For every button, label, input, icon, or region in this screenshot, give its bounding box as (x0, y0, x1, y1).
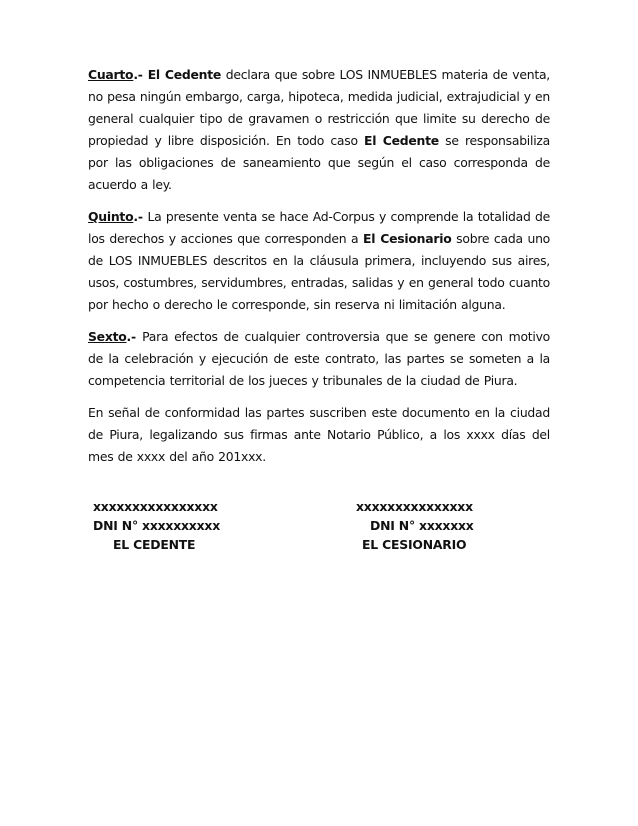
clause-title: Sexto (88, 329, 127, 344)
clause-text: La presente venta se hace Ad-Corpus y comprende la totalidad de los derechos y acciones que corresponden a (88, 209, 550, 246)
signature-cedente (93, 497, 220, 554)
clause-cuarto (88, 64, 550, 196)
signature-section (0, 497, 638, 557)
party-name: El Cesionario (363, 231, 452, 246)
signature-dni: DNI N° xxxxxxx (370, 518, 474, 533)
signature-dni: DNI N° xxxxxxxxxx (93, 518, 220, 533)
clause-text: declara que sobre LOS INMUEBLES materia de venta, no pesa ningún embargo, carga, hipoteca, medida judicial, extrajudicial y en general cualquier tipo de gravamen o restricción que limite su derecho de propiedad y libre disposición. En todo caso (88, 67, 551, 148)
clause-quinto (88, 206, 550, 316)
clause-separator: .- (133, 209, 148, 224)
clause-text: sobre cada uno de LOS INMUEBLES descritos en la cláusula primera, incluyendo sus aires, usos, costumbres, servidumbres, entradas, salidas y en general todo cuanto por hecho o derecho le corresponde, sin reserva ni limitación alguna. (88, 231, 551, 312)
contract-body (88, 64, 550, 478)
signature-name: xxxxxxxxxxxxxxx (356, 499, 473, 514)
clause-text: Para efectos de cualquier controversia que se genere con motivo de la celebración y ejecución de este contrato, las partes se someten a la competencia territorial de los jueces y tribunales de la ciudad de Piura. (88, 329, 550, 388)
clause-separator: .- (133, 67, 148, 82)
clause-title: Cuarto (88, 67, 134, 82)
party-name: El Cedente (363, 133, 439, 148)
party-name: El Cedente (147, 67, 222, 82)
signature-role: EL CESIONARIO (362, 537, 467, 552)
closing-paragraph: En señal de conformidad las partes suscriben este documento en la ciudad de Piura, legalizando sus firmas ante Notario Público, a los xxxx días del mes de xxxx del año 201xxx. (88, 405, 550, 464)
signature-cesionario (356, 497, 474, 554)
clause-text: se responsabiliza por las obligaciones de saneamiento que según el caso corresponda de acuerdo a ley. (88, 133, 550, 192)
clause-title: Quinto (88, 209, 134, 224)
signature-role: EL CEDENTE (113, 537, 196, 552)
signature-name: xxxxxxxxxxxxxxxx (93, 499, 218, 514)
clause-separator: .- (126, 329, 143, 344)
clause-sexto (88, 326, 550, 392)
